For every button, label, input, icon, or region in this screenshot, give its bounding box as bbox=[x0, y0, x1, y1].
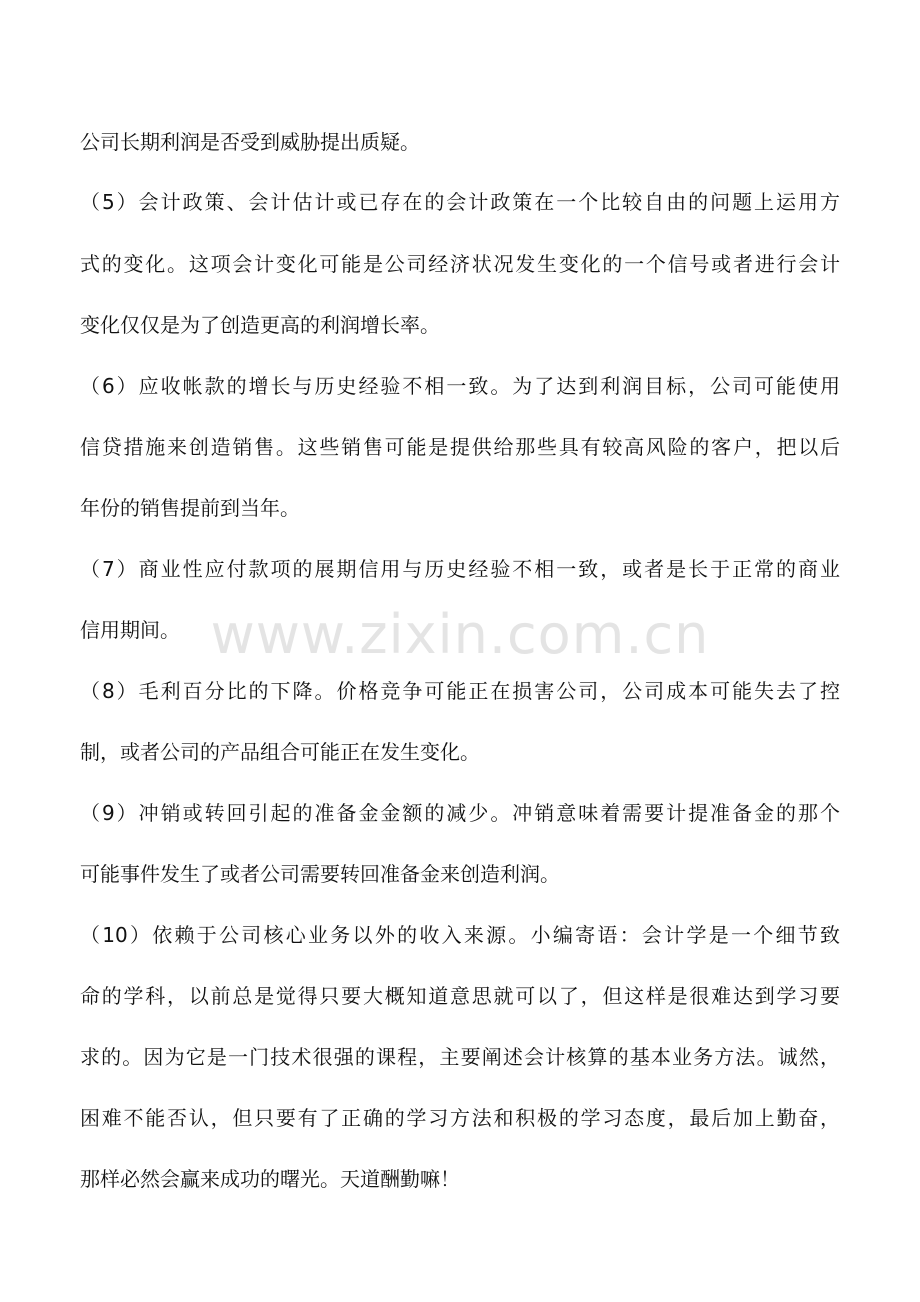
text-line-2: （5）会计政策、会计估计或已存在的会计政策在一个比较自由的问题上运用方 bbox=[80, 190, 840, 214]
text-line-6: 信贷措施来创造销售。这些销售可能是提供给那些具有较高风险的客户，把以后 bbox=[80, 435, 840, 459]
text-line-18: 那样必然会赢来成功的曙光。天道酬勤嘛！ bbox=[80, 1167, 460, 1191]
text-line-5: （6）应收帐款的增长与历史经验不相一致。为了达到利润目标，公司可能使用 bbox=[80, 374, 840, 398]
text-line-8: （7）商业性应付款项的展期信用与历史经验不相一致，或者是长于正常的商业 bbox=[80, 557, 840, 581]
text-line-17: 困难不能否认，但只要有了正确的学习方法和积极的学习态度，最后加上勤奋， bbox=[80, 1106, 840, 1130]
text-line-12: （9）冲销或转回引起的准备金金额的减少。冲销意味着需要计提准备金的那个 bbox=[80, 801, 840, 825]
watermark: www.zixin.com.cn bbox=[210, 603, 710, 666]
text-line-16: 求的。因为它是一门技术很强的课程，主要阐述会计核算的基本业务方法。诚然， bbox=[80, 1045, 840, 1069]
text-line-9: 信用期间。 bbox=[80, 618, 180, 642]
text-line-15: 命的学科，以前总是觉得只要大概知道意思就可以了，但这样是很难达到学习要 bbox=[80, 984, 840, 1008]
text-line-1: 公司长期利润是否受到威胁提出质疑。 bbox=[80, 130, 420, 154]
text-line-4: 变化仅仅是为了创造更高的利润增长率。 bbox=[80, 313, 440, 337]
text-line-3: 式的变化。这项会计变化可能是公司经济状况发生变化的一个信号或者进行会计 bbox=[80, 252, 840, 276]
text-line-14: （10）依赖于公司核心业务以外的收入来源。小编寄语：会计学是一个细节致 bbox=[80, 923, 840, 947]
text-line-11: 制，或者公司的产品组合可能正在发生变化。 bbox=[80, 740, 480, 764]
text-line-10: （8）毛利百分比的下降。价格竞争可能正在损害公司，公司成本可能失去了控 bbox=[80, 679, 840, 703]
text-line-7: 年份的销售提前到当年。 bbox=[80, 496, 300, 520]
text-line-13: 可能事件发生了或者公司需要转回准备金来创造利润。 bbox=[80, 862, 560, 886]
